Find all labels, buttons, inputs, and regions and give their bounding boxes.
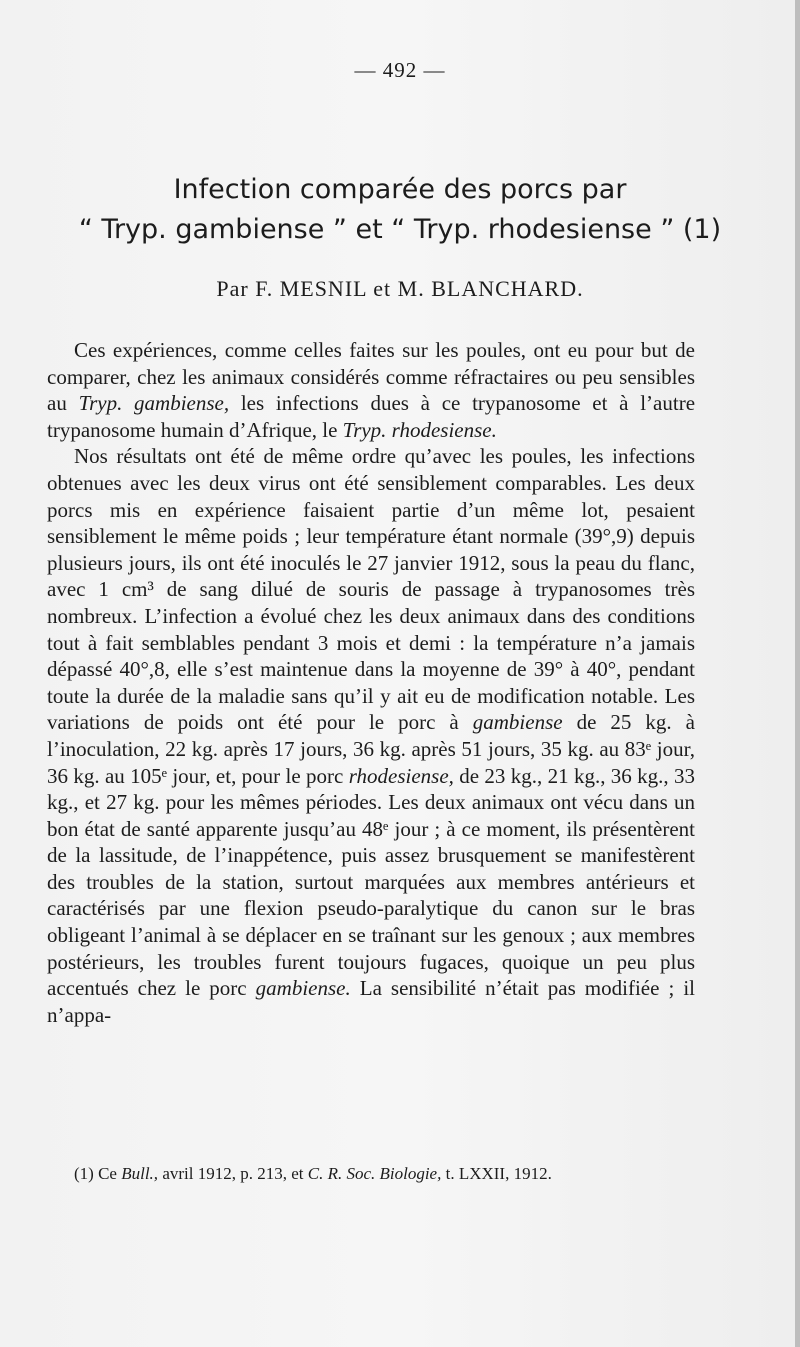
title-line-2: “ Tryp. gambiense ” et “ Tryp. rhodesiense ” (1) xyxy=(78,214,722,245)
paragraph-2-italic-2: rhodesiense, xyxy=(348,763,454,788)
footnote-text-1: (1) Ce xyxy=(74,1164,122,1183)
paragraph-1-text-1: Ces expériences, comme celles faites sur les poules, ont eu pour but de comparer, chez les animaux considérés comme réfractaires ou peu sensibles au xyxy=(47,338,695,416)
footnote xyxy=(74,1163,714,1185)
paragraph-2-text-3: de 23 kg., 21 kg., 36 kg., 33 kg., et 27 kg. pour les mêmes périodes. Les deux animaux ont vécu dans un bon état de santé apparente jusqu’au 48ᵉ jour ; à ce moment, ils présentèrent de la lassitude, de l’inappétence, puis assez brusquement se manifestèrent des troubles de la station, surtout marquées aux membres antérieurs et caractérisés par une flexion pseudo-paralytique du canon sur le bras obligeant l’animal à se déplacer en se traînant sur les genoux ; aux membres postérieurs, les troubles furent toujours fugaces, quoique un peu plus accentués chez le porc xyxy=(47,763,695,1001)
paragraph-2-text-2: de 25 kg. à l’inoculation, 22 kg. après 17 jours, 36 kg. après 51 jours, 35 kg. au 83ᵉ jour, 36 kg. au 105ᵉ jour, et, pour le porc xyxy=(47,710,695,788)
paragraph-2-italic-3: gambiense. xyxy=(255,976,351,1001)
footnote-text-2: avril 1912, p. 213, et xyxy=(158,1164,308,1183)
footnote-text-3: t. LXXII, 1912. xyxy=(441,1164,552,1183)
title-line-1: Infection comparée des porcs par xyxy=(173,174,627,205)
page-number: — 492 — xyxy=(354,58,446,82)
paragraph-2-text-4: La sensibilité n’était pas modifiée ; il n’appa- xyxy=(47,976,695,1027)
footnote-italic-2: C. R. Soc. Biologie, xyxy=(307,1164,442,1183)
paragraph-1 xyxy=(47,337,695,443)
paragraph-1-italic-1: Tryp. gambiense, xyxy=(78,391,230,416)
article-title xyxy=(0,170,800,250)
paragraph-1-italic-2: Tryp. rhodesiense. xyxy=(342,417,497,442)
article-body xyxy=(47,337,695,1028)
paragraph-1-text-2: les infections dues à ce trypanosome et à l’autre trypanosome humain d’Afrique, le xyxy=(47,391,696,442)
paragraph-2-text-1: Nos résultats ont été de même ordre qu’avec les poules, les infections obtenues avec les deux virus ont été sensiblement comparables. Les deux porcs mis en expérience faisaient partie d’un même lot, pesaient sensiblement le même poids ; leur température étant normale (39°,9) depuis plusieurs jours, ils ont été inoculés le 27 janvier 1912, sous la peau du flanc, avec 1 cm³ de sang dilué de souris de passage à trypanosomes très nombreux. L’infection a évolué chez les deux animaux dans des conditions tout à fait semblables pendant 3 mois et demi : la température n’a jamais dépassé 40°,8, elle s’est maintenue dans la moyenne de 39° à 40°, pendant toute la durée de la maladie sans qu’il y ait eu de modification notable. Les variations de poids ont été pour le porc à xyxy=(47,444,695,735)
authors-line: Par F. MESNIL et M. BLANCHARD. xyxy=(216,276,584,301)
paragraph-2 xyxy=(47,443,695,1028)
footnote-italic-1: Bull., xyxy=(121,1164,159,1183)
paragraph-2-italic-1: gambiense xyxy=(472,710,563,735)
